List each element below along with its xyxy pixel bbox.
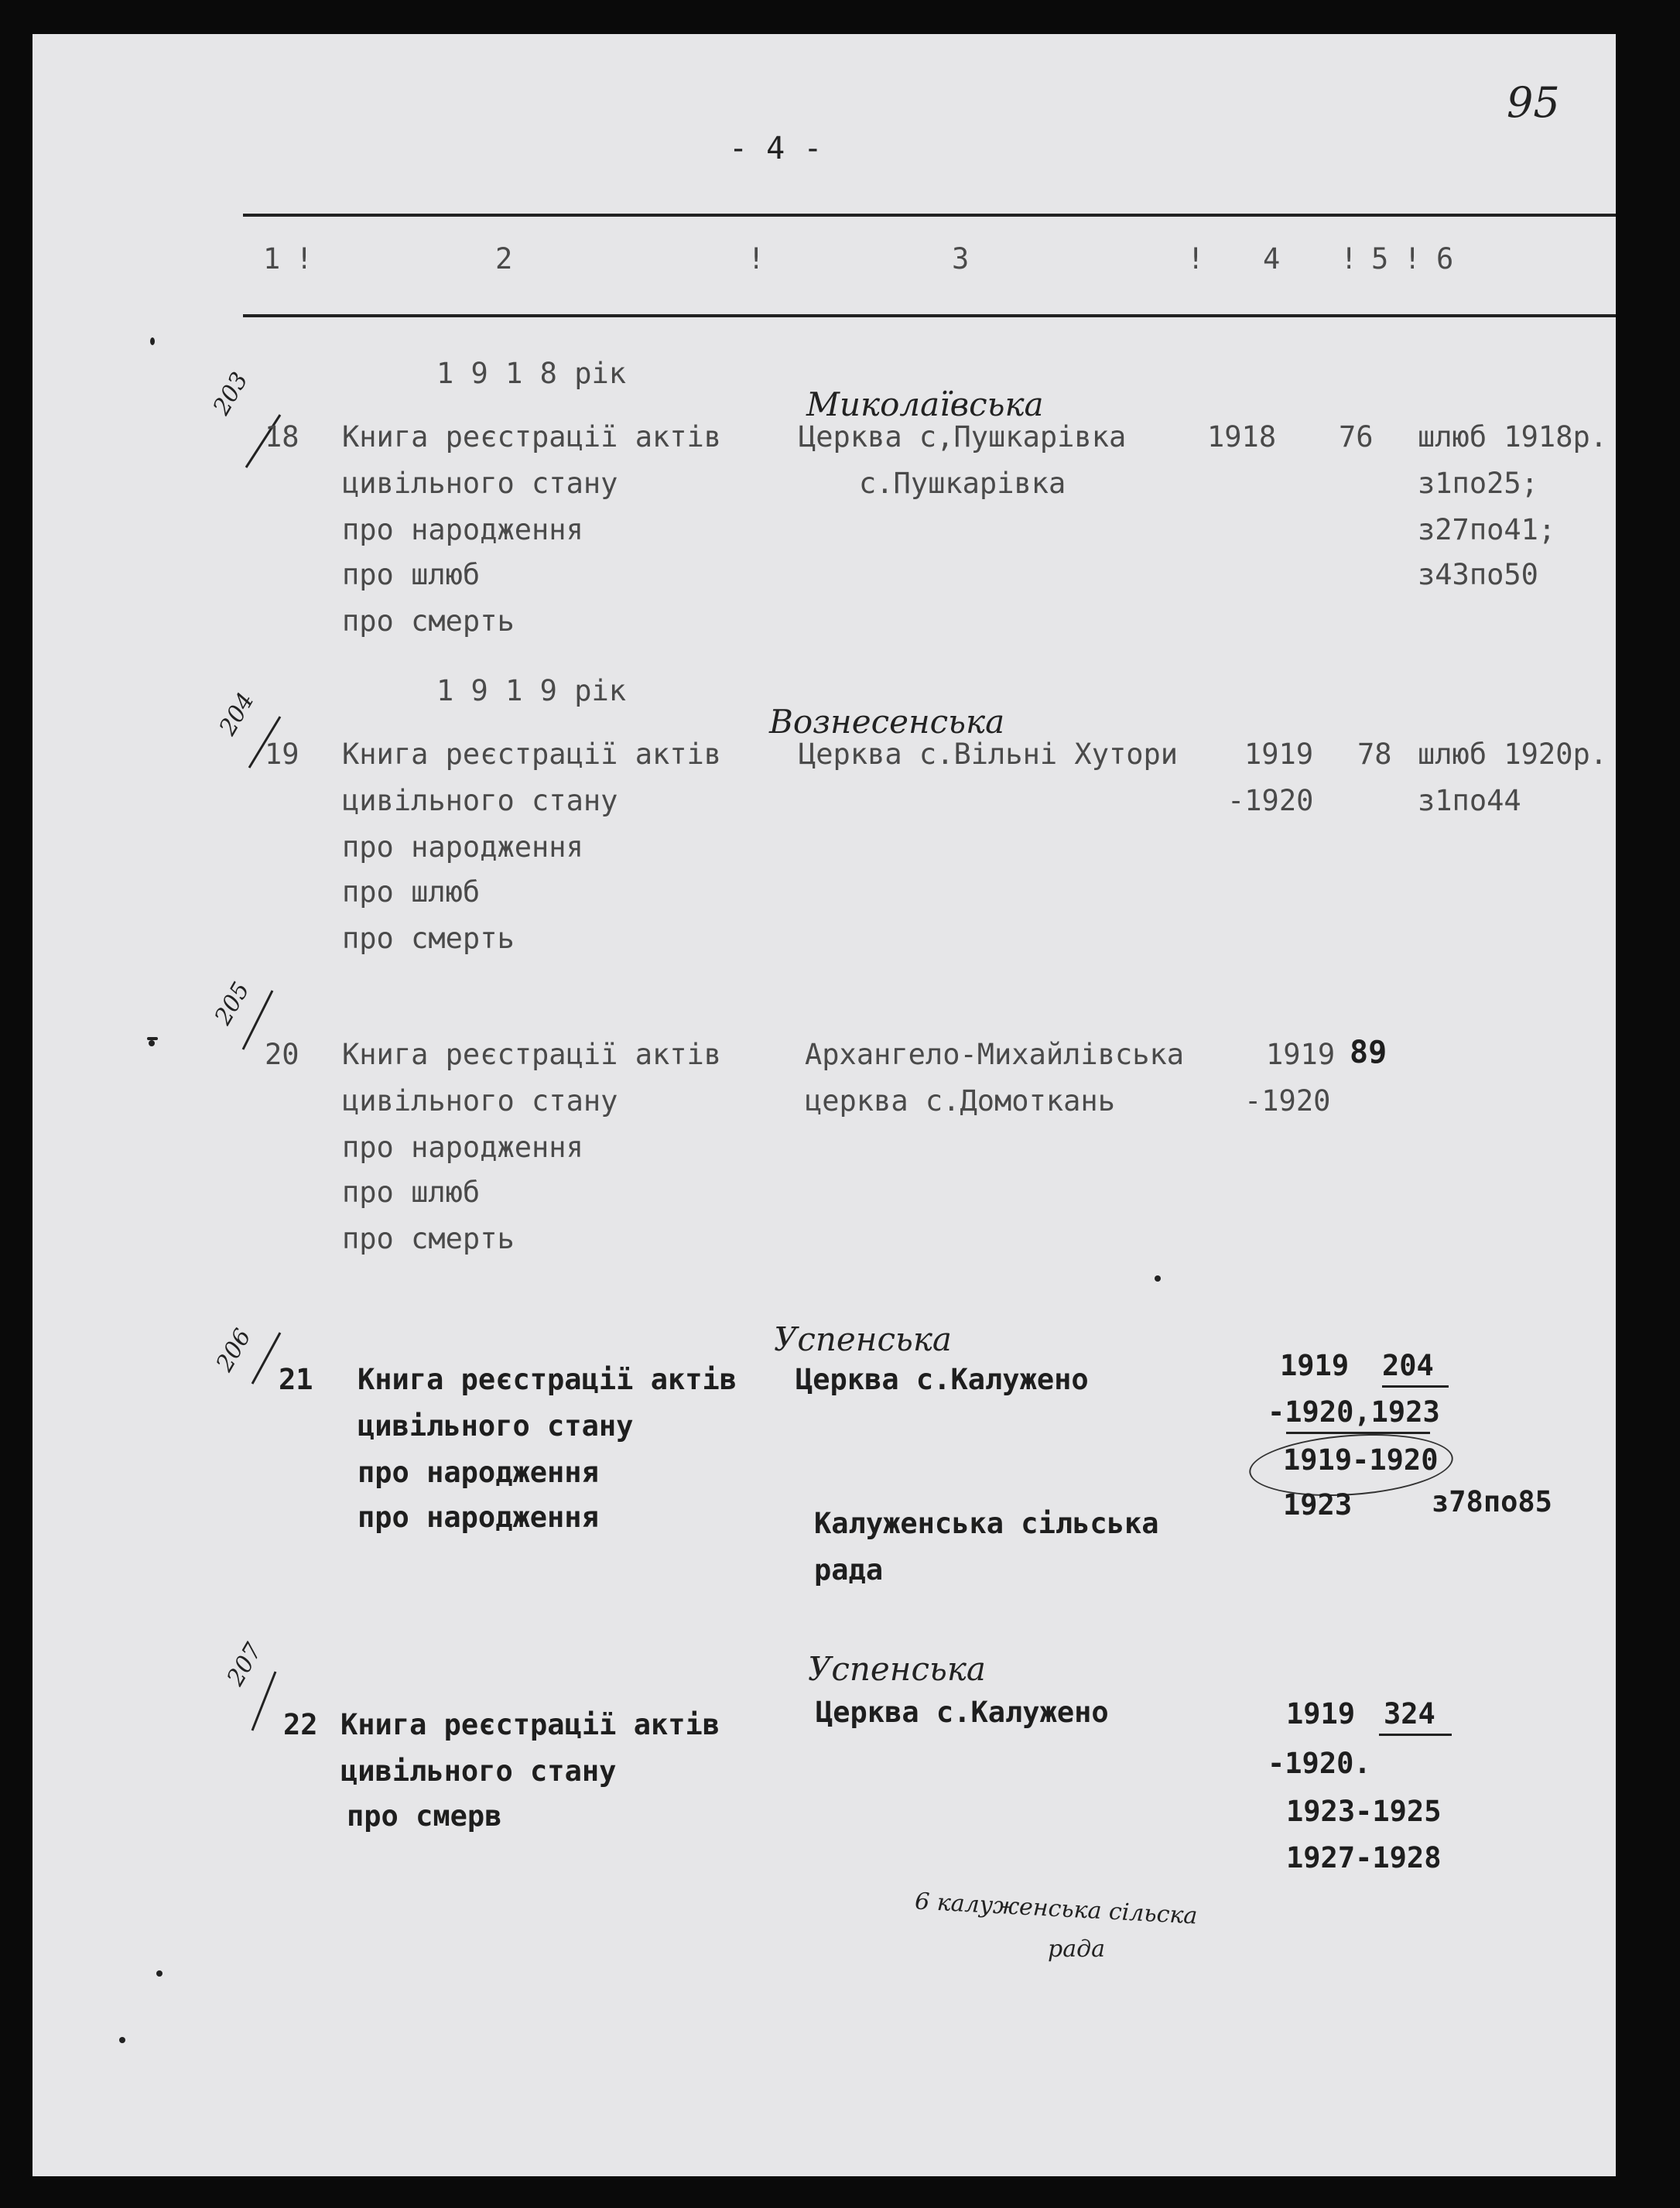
handwritten-parish: Успенська xyxy=(774,1320,952,1358)
archive-page-number: 95 xyxy=(1507,78,1560,127)
stray-mark xyxy=(149,1040,155,1046)
church-line: Церква с.Калужено xyxy=(816,1696,1109,1729)
handwritten-parish: Миколаївська xyxy=(806,385,1044,423)
notes-line: з78по85 xyxy=(1432,1485,1552,1518)
count-underline xyxy=(1382,1385,1449,1388)
record-count: 324 xyxy=(1384,1697,1435,1730)
stray-mark xyxy=(119,2037,125,2043)
record-number: 19 xyxy=(265,738,299,771)
record-number: 20 xyxy=(265,1038,299,1071)
margin-mark: 207 xyxy=(221,1638,268,1691)
margin-slash xyxy=(241,1669,288,1738)
title-line: про народження xyxy=(358,1501,599,1534)
record-number: 21 xyxy=(279,1363,313,1396)
notes-line: шлюб 1920р. xyxy=(1418,738,1608,771)
record-number: 22 xyxy=(283,1708,318,1741)
year-heading: 1 9 1 9 рік xyxy=(436,674,627,707)
title-line: цивільного стану xyxy=(342,467,618,500)
header-sep-5: ! xyxy=(1404,242,1422,276)
header-col-3: 3 xyxy=(952,242,970,276)
title-line: цивільного стану xyxy=(342,1084,618,1118)
header-col-2: 2 xyxy=(495,242,513,276)
stray-mark xyxy=(156,1970,163,1977)
title-line: Книга реєстрації актів xyxy=(358,1363,737,1396)
years-line: -1920. xyxy=(1268,1747,1371,1780)
notes-line: з43по50 xyxy=(1418,558,1538,591)
notes-line: з1по44 xyxy=(1418,784,1521,817)
years-line: -1920,1923 xyxy=(1268,1395,1440,1429)
handwritten-parish: Успенська xyxy=(808,1650,986,1688)
years-line: -1920 xyxy=(1244,1084,1331,1118)
years-line: 1918 xyxy=(1207,420,1277,454)
title-line: про народження xyxy=(358,1456,599,1489)
years-line: 1923-1925 xyxy=(1286,1795,1442,1828)
stray-mark xyxy=(1155,1275,1161,1282)
notes-line: з27по41; xyxy=(1418,513,1556,546)
header-sep-3: ! xyxy=(1187,242,1205,276)
title-line: цивільного стану xyxy=(358,1409,634,1443)
title-line: цивільного стану xyxy=(340,1754,617,1788)
year-heading: 1 9 1 8 рік xyxy=(436,357,627,390)
page-marker: - 4 - xyxy=(729,131,823,166)
record-count: 89 xyxy=(1350,1035,1387,1070)
title-line: про смерть xyxy=(342,922,515,955)
years-line: -1920 xyxy=(1227,784,1314,817)
title-line: про шлюб xyxy=(342,1176,481,1209)
notes-line: шлюб 1918р. xyxy=(1418,420,1608,454)
header-sep-2: ! xyxy=(748,242,765,276)
record-count: 78 xyxy=(1357,738,1392,771)
header-bottom-rule xyxy=(243,314,1616,317)
title-line: Книга реєстрації актів xyxy=(342,738,722,771)
handwritten-parish: Вознесенська xyxy=(769,703,1005,741)
years-line: 1919 xyxy=(1244,738,1314,771)
years-line: 1919 xyxy=(1286,1697,1356,1730)
title-line: цивільного стану xyxy=(342,784,618,817)
archive-sheet xyxy=(33,34,1616,2176)
title-line: про шлюб xyxy=(342,558,481,591)
years-line: 1919 xyxy=(1280,1349,1350,1382)
margin-mark: 203 xyxy=(207,368,254,420)
church-line: Церква с,Пушкарівка xyxy=(799,420,1127,454)
header-col-4: 4 xyxy=(1263,242,1281,276)
title-line: про смерть xyxy=(342,1222,515,1255)
notes-line: з1по25; xyxy=(1418,467,1538,500)
church-line: Архангело-Михайлівська xyxy=(805,1038,1185,1071)
church-line: с.Пушкарівка xyxy=(859,467,1066,500)
record-count: 204 xyxy=(1382,1349,1434,1382)
header-sep-4: ! xyxy=(1340,242,1358,276)
header-top-rule xyxy=(243,214,1616,217)
header-col-6: 6 xyxy=(1436,242,1454,276)
margin-mark: 204 xyxy=(214,688,260,741)
handwritten-footnote: рада xyxy=(1048,1936,1105,1963)
handwritten-footnote: 6 калуженська сільска xyxy=(914,1888,1199,1930)
header-col-1: 1 xyxy=(263,242,281,276)
title-line: про смерв xyxy=(347,1799,502,1833)
record-number: 18 xyxy=(265,420,299,454)
margin-mark: 206 xyxy=(210,1324,257,1377)
church-line: Церква с.Калужено xyxy=(796,1363,1089,1396)
title-line: Книга реєстрації актів xyxy=(342,420,722,454)
record-count: 76 xyxy=(1339,420,1374,454)
church-line: церква с.Домоткань xyxy=(805,1084,1115,1118)
second-place-line: Калуженська сільська xyxy=(814,1507,1159,1540)
years-line: 1919 xyxy=(1266,1038,1336,1071)
header-col-5: 5 xyxy=(1371,242,1389,276)
title-line: про народження xyxy=(342,830,583,864)
years-line: 1927-1928 xyxy=(1286,1841,1442,1874)
church-line: Церква с.Вільні Хутори xyxy=(799,738,1179,771)
header-sep-1: ! xyxy=(296,242,313,276)
second-place-line: рада xyxy=(814,1553,884,1587)
title-line: про народження xyxy=(342,1131,583,1164)
margin-mark: 205 xyxy=(209,977,255,1030)
title-line: Книга реєстрації актів xyxy=(342,1038,722,1071)
stray-mark xyxy=(150,337,155,345)
title-line: про смерть xyxy=(342,604,515,638)
years-line: 1919-1920 xyxy=(1283,1443,1439,1477)
title-line: Книга реєстрації актів xyxy=(340,1708,720,1741)
years-line: 1923 xyxy=(1283,1488,1353,1522)
stray-mark xyxy=(147,1037,158,1040)
title-line: про народження xyxy=(342,513,583,546)
count-underline xyxy=(1379,1734,1452,1736)
title-line: про шлюб xyxy=(342,875,481,909)
